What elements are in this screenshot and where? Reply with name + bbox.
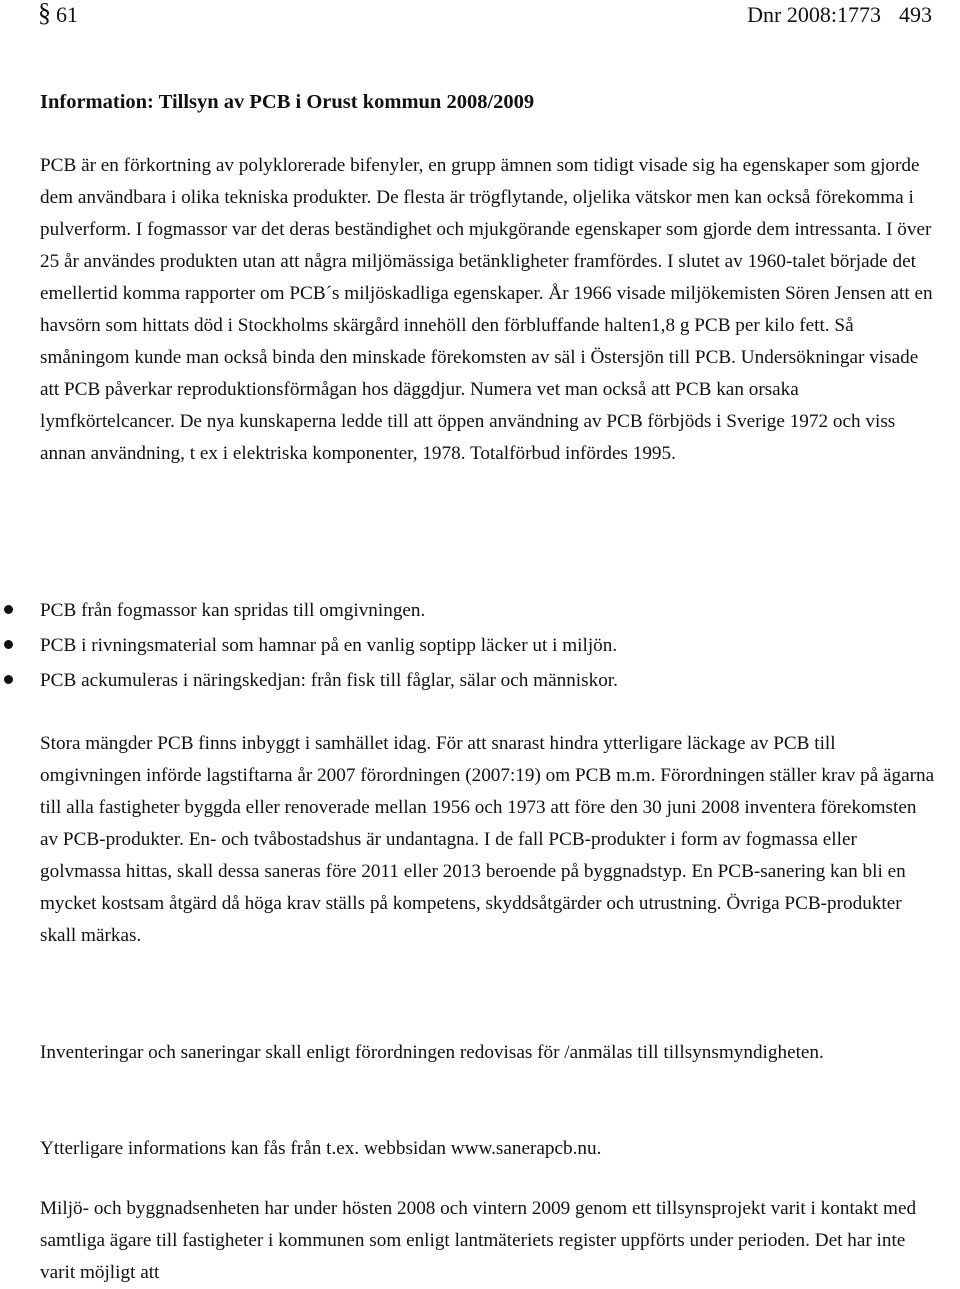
list-item [0, 593, 960, 628]
document-title: Information: Tillsyn av PCB i Orust kommun 2008/2009 [40, 91, 535, 113]
bullet-icon [4, 605, 13, 614]
paragraph-intro: PCB är en förkortning av polyklorerade bifenyler, en grupp ämnen som tidigt visade sig ha egenskaper som gjorde dem användbara i olika tekniska produkter. De flesta är trögflytande, oljelika vätskor men kan också förekomma i pulverform. I fogmassor var det deras beständighet och mjukgörande egenskaper som gjorde dem intressanta. I över 25 år användes produkten utan att några miljömässiga betänkligheter framfördes. I slutet av 1960-talet började det emellertid komma rapporter om PCB´s miljöskadliga egenskaper. År 1966 visade miljökemisten Sören Jensen att en havsörn som hittats död i Stockholms skärgård innehöll den förbluffande halten1,8 g PCB per kilo fett. Så småningom kunde man också binda den minskade förekomsten av säl i Östersjön till PCB. Undersökningar visade att PCB påverkar reproduktionsförmågan hos däggdjur. Numera vet man också att PCB kan orsaka lymfkörtelcancer. De nya kunskaperna ledde till att öppen användning av PCB förbjöds i Sverige 1972 och viss annan användning, t ex i elektriska komponenter, 1978. Totalförbud infördes 1995. [40, 155, 933, 464]
dnr-number: Dnr 2008:1773 [747, 2, 881, 27]
page-number: 493 [899, 2, 932, 27]
paragraph-regulation: Stora mängder PCB finns inbyggt i samhället idag. För att snarast hindra ytterligare läckage av PCB till omgivningen införde lagstiftarna år 2007 förordningen (2007:19) om PCB m.m. Förordningen ställer krav på ägarna till alla fastigheter byggda eller renoverade mellan 1956 och 1973 att före den 30 juni 2008 inventera förekomsten av PCB-produkter. En- och tvåbostadshus är undantagna. I de fall PCB-produkter i form av fogmassa eller golvmassa hittas, skall dessa saneras före 2011 eller 2013 beroende på byggnadstyp. En PCB-sanering kan bli en mycket kostsam åtgärd då höga krav ställs på kompetens, skyddsåtgärder och utrustning. Övriga PCB-produkter skall märkas. [40, 733, 935, 946]
paragraph-more-info: Ytterligare informations kan fås från t.ex. webbsidan www.sanerapcb.nu. [40, 1138, 602, 1159]
list-item-text: PCB från fogmassor kan spridas till omgivningen. [40, 600, 426, 621]
section-symbol: § [38, 0, 51, 27]
bullet-icon [4, 640, 13, 649]
section-number: 61 [56, 2, 78, 27]
page-header [0, 0, 960, 30]
list-item [0, 628, 960, 663]
paragraph-reporting: Inventeringar och saneringar skall enligt förordningen redovisas för /anmälas till tillsynsmyndigheten. [40, 1042, 824, 1063]
bullet-icon [4, 675, 13, 684]
list-item [0, 663, 960, 698]
bullet-list [0, 593, 960, 698]
list-item-text: PCB ackumuleras i näringskedjan: från fisk till fåglar, sälar och människor. [40, 670, 618, 691]
list-item-text: PCB i rivningsmaterial som hamnar på en vanlig soptipp läcker ut i miljön. [40, 635, 618, 656]
document-reference [747, 0, 932, 30]
paragraph-project: Miljö- och byggnadsenheten har under hösten 2008 och vintern 2009 genom ett tillsynsprojekt varit i kontakt med samtliga ägare till fastigheter i kommunen som enligt lantmäteriets register uppförts under perioden. Det har inte varit möjligt att [40, 1198, 917, 1283]
